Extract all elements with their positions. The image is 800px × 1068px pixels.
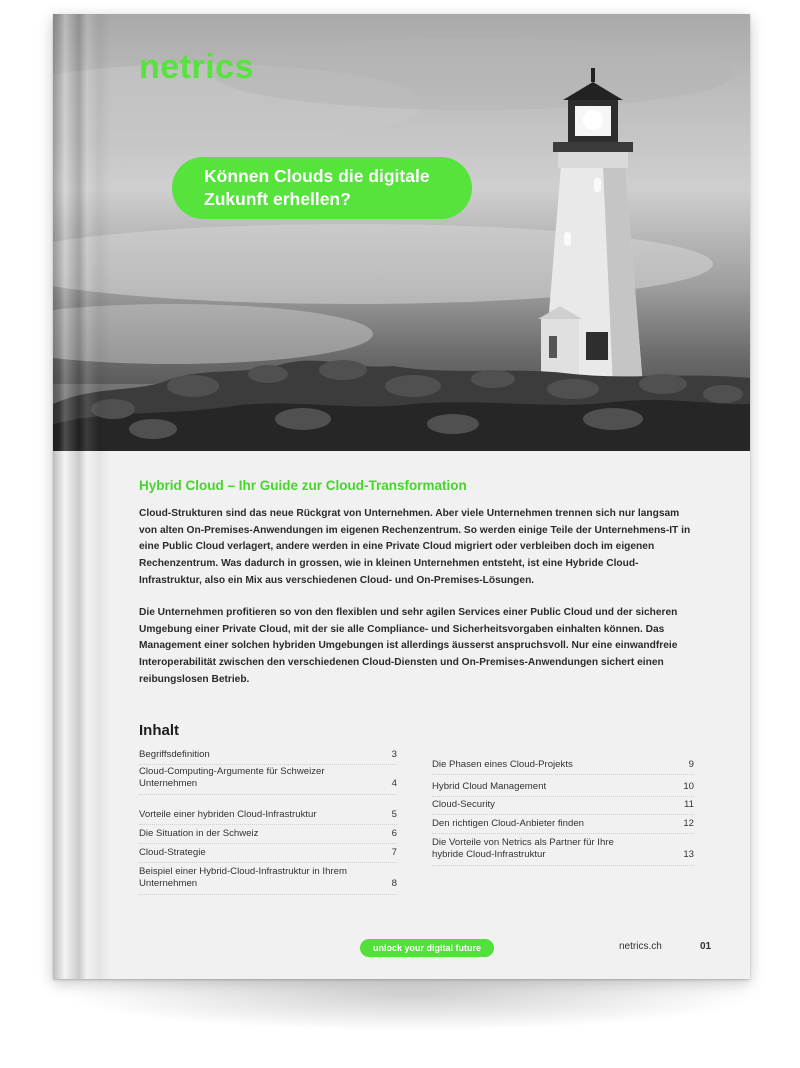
toc-item-page: 12 <box>683 818 694 829</box>
toc-item <box>432 837 694 866</box>
toc-item-page: 7 <box>391 847 397 858</box>
toc-item-page: 3 <box>391 749 397 760</box>
lighthouse-photo <box>53 14 750 451</box>
toc-item-label: Cloud-Computing-Argumente für Schweizer Unternehmen <box>139 766 325 790</box>
cover-content <box>53 451 750 979</box>
toc-item-page: 6 <box>391 828 397 839</box>
intro-paragraph-1: Cloud-Strukturen sind das neue Rückgrat von Unternehmen. Aber viele Unternehmen trennen sich nur langsam von alten On-Premises-Anwendungen im eigenen Rechenzentrum. So werden einige Teile der Unternehmens-IT in eine Public Cloud verlagert, andere werden in eine Private Cloud migriert oder verbleiben doch im eigenen Rechenzentrum. Was dadurch in grossen, wie in kleinen Unternehmen entsteht, ist eine Hybride Cloud-Infrastruktur, also ein Mix aus verschiedenen Cloud- und On-Premises-Lösungen. <box>139 508 691 586</box>
toc-item <box>139 847 397 863</box>
toc-item <box>139 749 397 765</box>
toc-item <box>432 759 694 775</box>
cta-badge: unlock your digital future <box>360 939 494 957</box>
toc-item <box>432 781 694 797</box>
brochure-cover <box>53 14 750 979</box>
toc-item-label: Hybrid Cloud Management <box>432 781 547 792</box>
page-number: 01 <box>700 941 712 952</box>
intro-paragraph-2: Die Unternehmen profitieren so von den flexiblen und sehr agilen Services einer Public Cloud und der sicheren Umgebung einer Private Cloud, mit der sie alle Compliance- und Sicherheitsvorgaben einhalten können. Das Management einer solchen hybriden Umgebungen ist allerdings äusserst anspruchsvoll. Nur eine einwandfreie Interoperabilität zwischen den verschiedenen Cloud-Diensten und On-Premises-Anwendungen sichert einen reibungslosen Betrieb. <box>139 607 678 685</box>
toc-item-label: Den richtigen Cloud-Anbieter finden <box>432 818 584 829</box>
netrics-logo: netrics <box>139 48 254 86</box>
toc-item-page: 5 <box>391 809 397 820</box>
toc-item <box>432 799 694 815</box>
toc-item-label: Begriffsdefinition <box>139 749 210 760</box>
toc-item <box>432 818 694 834</box>
toc-item-page: 4 <box>391 778 397 790</box>
toc-item-label: Beispiel einer Hybrid-Cloud-Infrastruktur in Ihrem Unternehmen <box>139 866 347 890</box>
toc-item-label: Die Vorteile von Netrics als Partner für Ihre hybride Cloud-Infrastruktur <box>432 837 614 861</box>
toc-item-page: 11 <box>684 799 694 810</box>
toc-item <box>139 828 397 844</box>
footer-website: netrics.ch <box>619 941 662 952</box>
cover-headline <box>172 157 472 219</box>
toc-item-label: Cloud-Security <box>432 799 495 810</box>
toc-item <box>139 766 397 795</box>
toc-item-page: 9 <box>688 759 694 770</box>
toc-item-label: Die Phasen eines Cloud-Projekts <box>432 759 573 770</box>
toc-item-page: 8 <box>391 878 397 890</box>
toc-item-page: 10 <box>683 781 694 792</box>
guide-title: Hybrid Cloud – Ihr Guide zur Cloud-Transformation <box>139 478 467 493</box>
toc-item-label: Die Situation in der Schweiz <box>139 828 259 839</box>
toc-title: Inhalt <box>139 722 179 739</box>
headline-line-1: Können Clouds die digitale <box>204 166 430 186</box>
toc-item-page: 13 <box>683 849 694 861</box>
toc-item-label: Vorteile einer hybriden Cloud-Infrastruktur <box>139 809 317 820</box>
toc-item <box>139 809 397 825</box>
toc-item-label: Cloud-Strategie <box>139 847 206 858</box>
headline-line-2: Zukunft erhellen? <box>204 189 351 209</box>
toc-item <box>139 866 397 895</box>
